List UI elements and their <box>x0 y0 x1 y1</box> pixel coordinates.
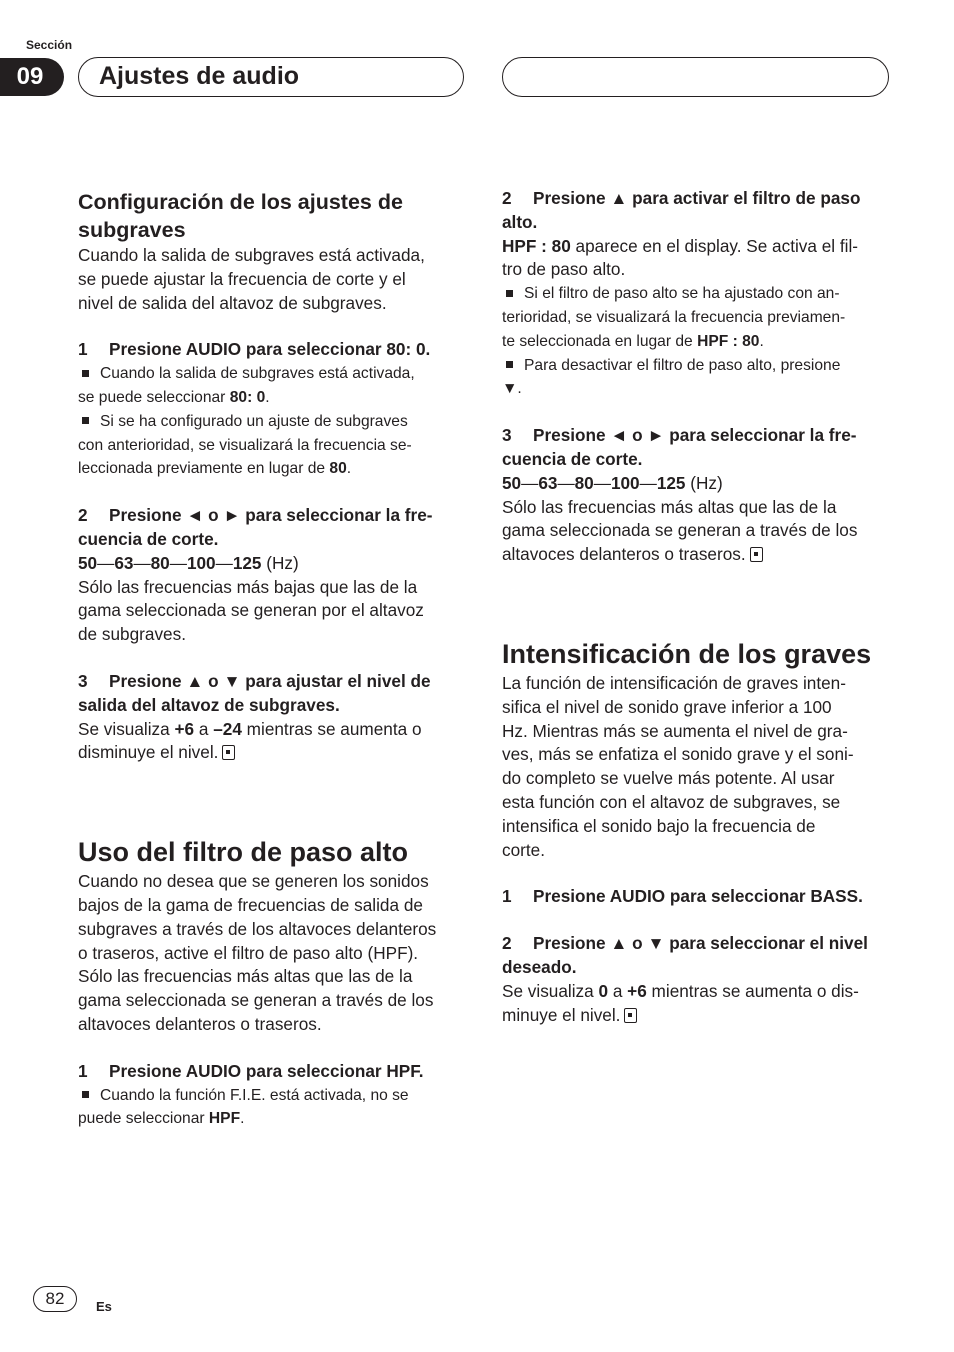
subwoofer-step-2: 2 Presione ◄ o ► para seleccionar la fre- cuencia de corte. <box>78 505 433 549</box>
bass-heading: Intensificación de los graves <box>502 638 872 669</box>
section-number-badge: 09 <box>0 58 64 96</box>
hpf-step-2-note-2: Para desactivar el filtro de paso alto, presione ▼. <box>502 356 841 398</box>
hpf-heading: Uso del filtro de paso alto <box>78 837 409 868</box>
bullet-square-icon <box>82 417 89 424</box>
section-label: Sección <box>26 38 73 52</box>
hpf-step-2-body: HPF : 80 aparece en el display. Se activa el fil- tro de paso alto. <box>502 235 859 280</box>
bullet-square-icon <box>506 361 513 368</box>
end-of-section-icon <box>750 547 763 562</box>
hpf-step-1-note: Cuando la función F.I.E. está activada, no se puede seleccionar HPF. <box>78 1086 409 1128</box>
bullet-square-icon <box>82 370 89 377</box>
end-of-section-icon <box>222 745 235 760</box>
bullet-square-icon <box>506 290 513 297</box>
hpf-step-3-body: Sólo las frecuencias más altas que las de la gama seleccionada se generan a través de los altavoces delanteros o traseros. <box>502 496 858 565</box>
bass-step-2-body: Se visualiza 0 a +6 mientras se aumenta o dis- minuye el nivel. <box>502 980 859 1025</box>
bass-step-1: 1 Presione AUDIO para seleccionar BASS. <box>502 886 863 907</box>
subwoofer-step-1-note-2: Si se ha configurado un ajuste de subgraves con anterioridad, se visualizará la frecuencia se- leccionada previamente en lugar de 80. <box>78 412 412 478</box>
hpf-step-3-frequencies: 50—63—80—100—125 (Hz) <box>502 472 723 493</box>
subwoofer-heading: Configuración de los ajustes de subgraves <box>78 190 403 242</box>
right-column <box>502 187 890 1027</box>
bass-step-2: 2 Presione ▲ o ▼ para seleccionar el nivel deseado. <box>502 933 868 977</box>
bass-intro: La función de intensificación de graves inten- sifica el nivel de sonido grave inferior a 100 Hz. Mientras más se aumenta el nivel de gra- ves, más se enfatiza el sonido grave y el soni- do completo se vuelve más potente. Al usar esta función con el altavoz de subgraves, se intensifica el sonido bajo la frecuencia de corte. <box>502 672 854 860</box>
subwoofer-step-1: 1 Presione AUDIO para seleccionar 80: 0. <box>78 339 431 360</box>
section-title-empty-box <box>502 57 889 97</box>
hpf-intro: Cuando no desea que se generen los sonidos bajos de la gama de frecuencias de salida de subgraves a través de los altavoces delanteros o traseros, active el filtro de paso alto (HPF). Sólo las frecuencias más altas que las de la gama seleccionada se generan a través de los altavoces delanteros o traseros. <box>78 871 437 1034</box>
left-column <box>78 188 466 1131</box>
hpf-step-2: 2 Presione ▲ para activar el filtro de paso alto. <box>502 188 861 232</box>
subwoofer-step-3: 3 Presione ▲ o ▼ para ajustar el nivel de salida del altavoz de subgraves. <box>78 670 431 715</box>
subwoofer-step-2-frequencies: 50—63—80—100—125 (Hz) <box>78 552 299 573</box>
subwoofer-step-2-body: Sólo las frecuencias más bajas que las de la gama seleccionada se generan por el altavoz de subgraves. <box>78 576 424 645</box>
hpf-step-2-note-1: Si el filtro de paso alto se ha ajustado con an- terioridad, se visualizará la frecuencia previamen- te seleccionada en lugar de HPF : 80. <box>502 285 846 350</box>
end-of-section-icon <box>624 1008 637 1023</box>
subwoofer-step-1-note-1: Cuando la salida de subgraves está activada, se puede seleccionar 80: 0. <box>78 365 415 406</box>
section-title: Ajustes de audio <box>78 57 464 97</box>
hpf-step-3: 3 Presione ◄ o ► para seleccionar la fre- cuencia de corte. <box>502 425 857 469</box>
hpf-step-1: 1 Presione AUDIO para seleccionar HPF. <box>78 1060 424 1081</box>
page-number: 82 <box>33 1286 77 1312</box>
bullet-square-icon <box>82 1091 89 1098</box>
subwoofer-intro: Cuando la salida de subgraves está activada, se puede ajustar la frecuencia de corte y el nivel de salida del altavoz de subgraves. <box>78 245 425 313</box>
language-code: Es <box>96 1299 112 1314</box>
subwoofer-step-3-body: Se visualiza +6 a –24 mientras se aumenta o disminuye el nivel. <box>78 718 422 763</box>
